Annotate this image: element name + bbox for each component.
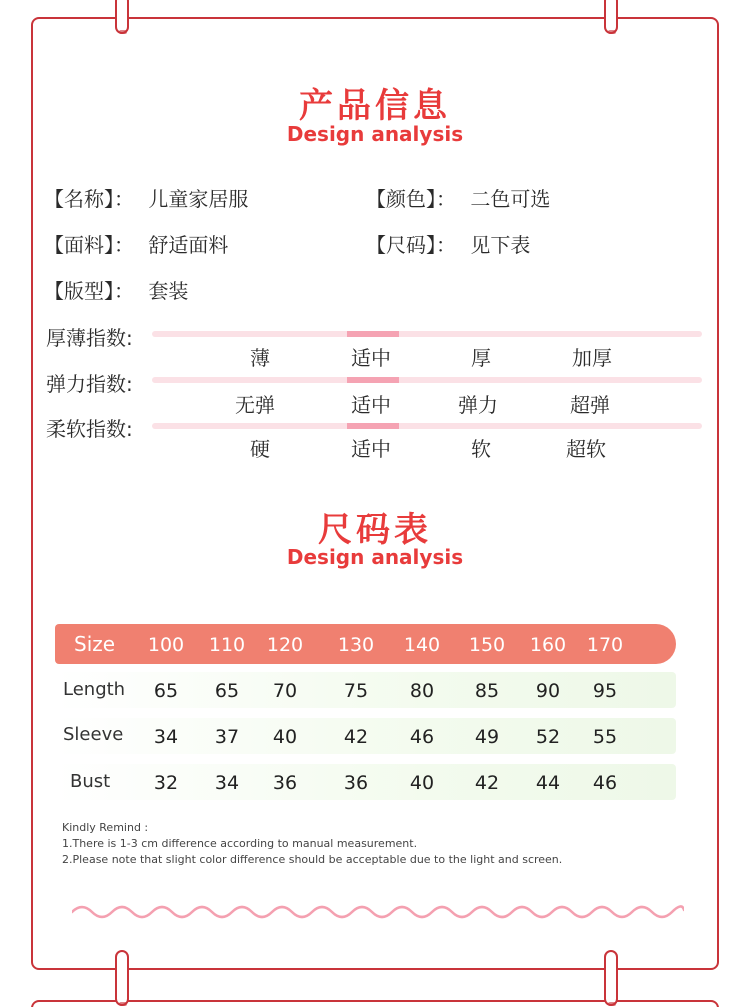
table-cell: 46 <box>592 772 618 794</box>
table-cell: 52 <box>535 726 561 748</box>
size-header-cell: 160 <box>529 634 567 656</box>
index-option: 适中 <box>351 393 391 417</box>
index-selected-marker <box>347 423 399 429</box>
size-header-label: Size <box>74 632 116 656</box>
index-option: 加厚 <box>572 346 612 370</box>
table-cell: 80 <box>409 680 435 702</box>
table-cell: 90 <box>535 680 561 702</box>
index-option: 超弹 <box>570 393 610 417</box>
index-option: 弹力 <box>458 393 498 417</box>
size-header-cell: 120 <box>266 634 304 656</box>
size-header-cell: 140 <box>403 634 441 656</box>
fabric-value: 舒适面料 <box>148 233 229 257</box>
table-cell: 42 <box>343 726 369 748</box>
index-option: 薄 <box>250 346 270 370</box>
name-field <box>44 183 248 212</box>
size-label: 【尺码】： <box>366 233 456 257</box>
remind-line: 1.There is 1-3 cm difference according to manual measurement. <box>62 837 418 850</box>
table-cell: 40 <box>409 772 435 794</box>
name-label: 【名称】： <box>44 187 134 211</box>
index-option: 适中 <box>351 437 391 461</box>
size-header-cell: 150 <box>468 634 506 656</box>
section-subtitle-en: Design analysis <box>286 122 464 146</box>
row-label: Length <box>63 679 126 700</box>
index-option: 超软 <box>566 437 606 461</box>
index-option: 硬 <box>250 437 270 461</box>
size-header-cell: 100 <box>147 634 185 656</box>
table-cell: 70 <box>272 680 298 702</box>
remind-title: Kindly Remind : <box>62 821 149 834</box>
fit-value: 套装 <box>148 279 189 303</box>
size-field <box>366 229 530 258</box>
index-label: 弹力指数: <box>46 372 133 396</box>
index-selected-marker <box>347 331 399 337</box>
section-title-cn: 产品信息 <box>299 86 451 126</box>
color-value: 二色可选 <box>470 187 551 211</box>
name-value: 儿童家居服 <box>148 187 249 211</box>
table-cell: 42 <box>474 772 500 794</box>
index-bar <box>152 377 702 383</box>
table-cell: 75 <box>343 680 369 702</box>
table-cell: 85 <box>474 680 500 702</box>
table-cell: 37 <box>214 726 240 748</box>
size-header-cell: 130 <box>337 634 375 656</box>
row-label: Sleeve <box>63 724 124 745</box>
row-label: Bust <box>70 771 111 792</box>
table-cell: 34 <box>214 772 240 794</box>
index-bar <box>152 331 702 337</box>
table-cell: 95 <box>592 680 618 702</box>
binder-ring <box>115 950 129 1006</box>
binder-ring <box>604 0 618 34</box>
index-bar <box>152 423 702 429</box>
decorative-wave <box>72 898 684 926</box>
table-cell: 34 <box>153 726 179 748</box>
index-label: 柔软指数: <box>46 417 133 441</box>
index-option: 厚 <box>471 346 491 370</box>
binder-ring <box>604 950 618 1006</box>
color-field <box>366 183 550 212</box>
table-cell: 36 <box>272 772 298 794</box>
section-title-cn: 尺码表 <box>318 510 432 550</box>
fabric-field <box>44 229 228 258</box>
table-cell: 32 <box>153 772 179 794</box>
table-cell: 55 <box>592 726 618 748</box>
table-cell: 46 <box>409 726 435 748</box>
table-cell: 49 <box>474 726 500 748</box>
table-cell: 40 <box>272 726 298 748</box>
table-cell: 65 <box>153 680 179 702</box>
color-label: 【颜色】： <box>366 187 456 211</box>
fit-field <box>44 275 188 304</box>
size-header-cell: 170 <box>586 634 624 656</box>
index-option: 软 <box>471 437 491 461</box>
size-header-cell: 110 <box>208 634 246 656</box>
table-cell: 36 <box>343 772 369 794</box>
table-cell: 44 <box>535 772 561 794</box>
fit-label: 【版型】： <box>44 279 134 303</box>
index-label: 厚薄指数: <box>46 326 133 350</box>
table-cell: 65 <box>214 680 240 702</box>
fabric-label: 【面料】： <box>44 233 134 257</box>
index-selected-marker <box>347 377 399 383</box>
index-option: 适中 <box>351 346 391 370</box>
remind-line: 2.Please note that slight color difference should be acceptable due to the light and screen. <box>62 853 563 866</box>
binder-ring <box>115 0 129 34</box>
section-subtitle-en: Design analysis <box>286 545 464 569</box>
size-value: 见下表 <box>470 233 531 257</box>
index-option: 无弹 <box>235 393 275 417</box>
